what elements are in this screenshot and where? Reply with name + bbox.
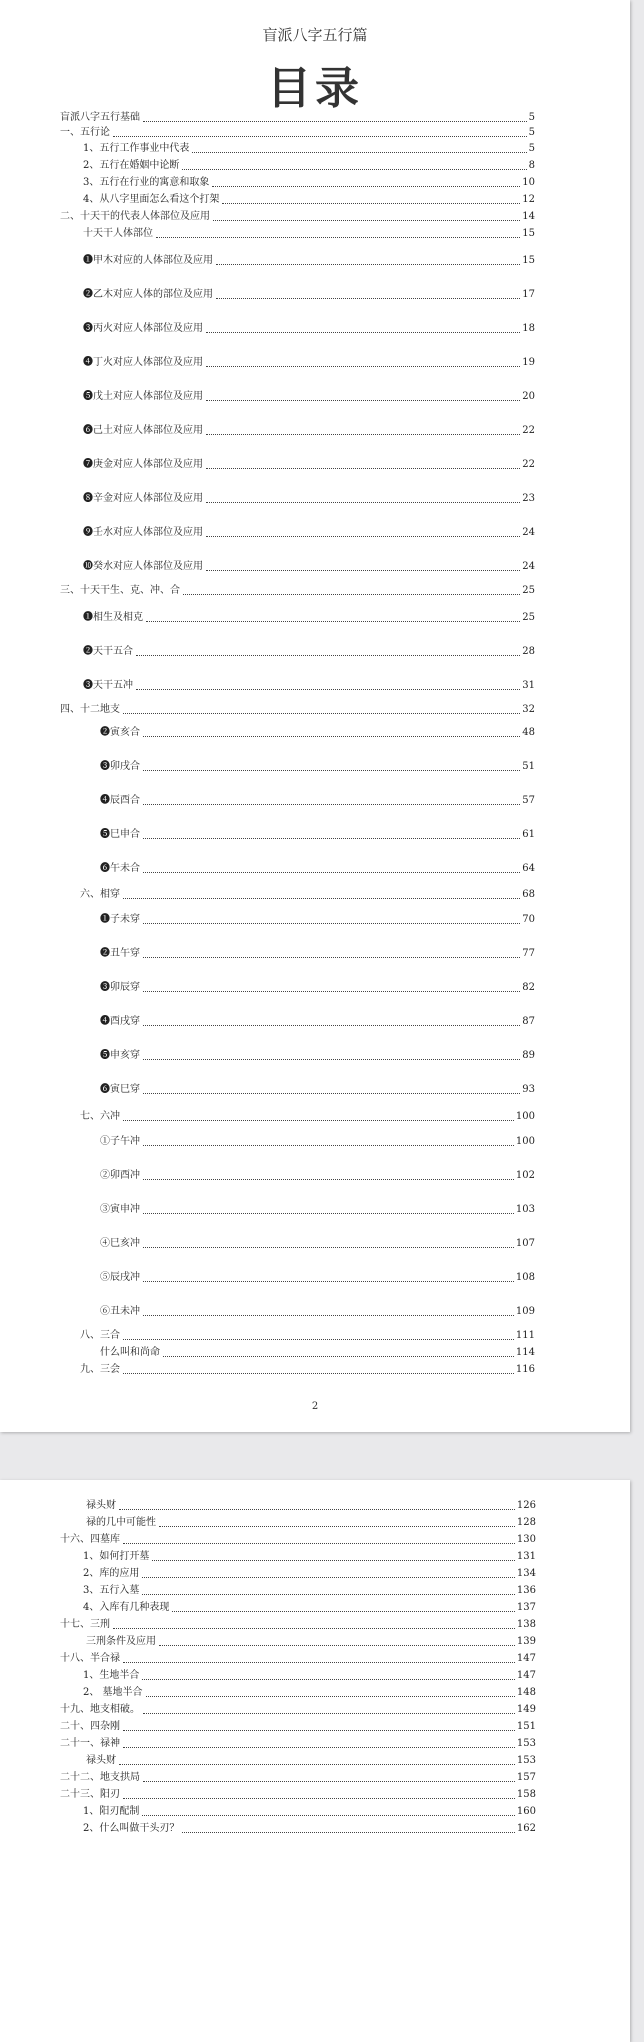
- toc-entry[interactable]: [83, 425, 535, 437]
- toc-entry[interactable]: [60, 1789, 536, 1801]
- toc-entry-label: ❼庚金对应人体部位及应用: [83, 459, 203, 470]
- toc-entry-page-number: 160: [516, 1806, 536, 1817]
- toc-entry[interactable]: [100, 1272, 535, 1284]
- toc-entry[interactable]: [83, 1568, 536, 1580]
- dot-leader: [143, 1280, 514, 1282]
- toc-entry-label: 4、从八字里面怎么看这个打架: [83, 194, 220, 205]
- toc-entry-page-number: 22: [522, 459, 535, 470]
- toc-entry-label: 3、五行入墓: [83, 1585, 140, 1596]
- toc-entry-label: 4、入库有几种表现: [83, 1602, 170, 1613]
- toc-entry-label: ❺戊土对应人体部位及应用: [83, 391, 203, 402]
- toc-entry[interactable]: [80, 1111, 535, 1123]
- toc-entry-page-number: 137: [516, 1602, 536, 1613]
- toc-entry[interactable]: [83, 1806, 536, 1818]
- dot-leader: [206, 399, 520, 401]
- toc-entry[interactable]: [80, 889, 535, 901]
- toc-entry-page-number: 25: [522, 585, 535, 596]
- toc-entry[interactable]: [60, 1619, 536, 1631]
- toc-entry-label: 2、 墓地半合: [83, 1687, 143, 1698]
- toc-entry[interactable]: [83, 1602, 536, 1614]
- dot-leader: [143, 1246, 514, 1248]
- toc-entry-label: ❶甲木对应的人体部位及应用: [83, 255, 213, 266]
- dot-leader: [143, 1780, 515, 1782]
- dot-leader: [123, 1729, 515, 1731]
- toc-entry-page-number: 153: [516, 1755, 536, 1766]
- toc-entry[interactable]: [83, 680, 535, 692]
- dot-leader: [123, 1338, 514, 1340]
- toc-entry-page-number: 126: [516, 1500, 536, 1511]
- toc-title: 目录: [267, 63, 363, 114]
- toc-entry[interactable]: [100, 1347, 535, 1359]
- dot-leader: [143, 803, 520, 805]
- dot-leader: [143, 1024, 520, 1026]
- toc-entry[interactable]: [60, 1738, 536, 1750]
- dot-leader: [143, 1092, 520, 1094]
- toc-entry-page-number: 89: [522, 1050, 535, 1061]
- toc-entry[interactable]: [83, 255, 535, 267]
- toc-entry-label: 1、如何打开墓: [83, 1551, 150, 1562]
- toc-entry-page-number: 25: [522, 612, 535, 623]
- toc-entry-page-number: 114: [515, 1347, 535, 1358]
- toc-entry[interactable]: [100, 1084, 535, 1096]
- toc-entry-page-number: 147: [516, 1670, 536, 1681]
- toc-entry-page-number: 103: [515, 1204, 535, 1215]
- dot-leader: [143, 871, 520, 873]
- dot-leader: [123, 897, 520, 899]
- dot-leader: [206, 331, 520, 333]
- toc-entry-label: ❻午未合: [100, 863, 140, 874]
- toc-entry-page-number: 70: [522, 914, 535, 925]
- toc-entry-page-number: 15: [522, 228, 535, 239]
- toc-entry-label: 十七、三刑: [60, 1619, 110, 1630]
- toc-entry-page-number: 158: [516, 1789, 536, 1800]
- dot-leader: [183, 593, 520, 595]
- toc-entry[interactable]: [86, 1500, 536, 1512]
- dot-leader: [206, 535, 520, 537]
- toc-entry-page-number: 24: [522, 561, 535, 572]
- toc-entry-page-number: 162: [516, 1823, 536, 1834]
- dot-leader: [152, 1559, 515, 1561]
- toc-entry[interactable]: [83, 561, 535, 573]
- toc-entry-page-number: 17: [522, 289, 535, 300]
- toc-entry-label: ❷寅亥合: [100, 727, 140, 738]
- toc-entry-label: ❷丑午穿: [100, 948, 140, 959]
- dot-leader: [146, 1695, 515, 1697]
- toc-entry-label: 二十一、禄神: [60, 1738, 120, 1749]
- toc-entry-label: ❽辛金对应人体部位及应用: [83, 493, 203, 504]
- dot-leader: [143, 990, 520, 992]
- toc-entry-page-number: 64: [522, 863, 535, 874]
- toc-entry-label: ❸天干五冲: [83, 680, 133, 691]
- toc-entry-page-number: 100: [515, 1111, 535, 1122]
- dot-leader: [192, 151, 526, 153]
- toc-entry[interactable]: [83, 391, 535, 403]
- document-page-2: [0, 1480, 630, 2042]
- dot-leader: [159, 1525, 515, 1527]
- dot-leader: [143, 1058, 520, 1060]
- toc-entry-page-number: 18: [522, 323, 535, 334]
- toc-entry-label: ⑥丑未冲: [100, 1306, 140, 1317]
- toc-entry-page-number: 14: [522, 211, 535, 222]
- toc-entry-page-number: 148: [516, 1687, 536, 1698]
- toc-entry[interactable]: [83, 1687, 536, 1699]
- toc-entry-label: 禄头财: [86, 1755, 116, 1766]
- toc-entry-page-number: 100: [515, 1136, 535, 1147]
- toc-entry[interactable]: [100, 1170, 535, 1182]
- toc-entry[interactable]: [83, 646, 535, 658]
- toc-entry-page-number: 128: [516, 1517, 536, 1528]
- document-header: 盲派八字五行篇: [262, 26, 368, 44]
- toc-entry-page-number: 153: [516, 1738, 536, 1749]
- toc-entry[interactable]: [83, 1551, 536, 1563]
- toc-entry-label: 二十二、地支拱局: [60, 1772, 140, 1783]
- toc-entry[interactable]: [100, 727, 535, 739]
- dot-leader: [143, 1314, 514, 1316]
- toc-entry-page-number: 48: [522, 727, 535, 738]
- toc-entry-label: 2、库的应用: [83, 1568, 140, 1579]
- toc-entry-label: ❸卯戌合: [100, 761, 140, 772]
- dot-leader: [143, 1212, 514, 1214]
- dot-leader: [216, 297, 520, 299]
- toc-entry-label: 十九、地支相破。: [60, 1704, 140, 1715]
- toc-entry-label: 1、生地半合: [83, 1670, 140, 1681]
- toc-entry-page-number: 107: [515, 1238, 535, 1249]
- toc-entry-page-number: 51: [522, 761, 535, 772]
- toc-entry-page-number: 116: [515, 1364, 535, 1375]
- toc-entry-page-number: 151: [516, 1721, 536, 1732]
- toc-entry[interactable]: [60, 112, 535, 124]
- dot-leader: [143, 956, 520, 958]
- dot-leader: [119, 1763, 515, 1765]
- dot-leader: [143, 1178, 514, 1180]
- toc-entry-label: ❶相生及相克: [83, 612, 143, 623]
- dot-leader: [142, 1576, 515, 1578]
- toc-entry[interactable]: [86, 1755, 536, 1767]
- toc-entry[interactable]: [83, 289, 535, 301]
- toc-entry-label: 2、五行在婚姻中论断: [83, 160, 180, 171]
- toc-entry-page-number: 5: [528, 143, 535, 154]
- toc-entry[interactable]: [60, 704, 535, 716]
- toc-entry[interactable]: [100, 1306, 535, 1318]
- toc-entry[interactable]: [83, 1823, 536, 1835]
- toc-entry[interactable]: [100, 1050, 535, 1062]
- toc-entry[interactable]: [100, 1136, 535, 1148]
- dot-leader: [123, 1797, 515, 1799]
- dot-leader: [136, 654, 520, 656]
- toc-entry[interactable]: [100, 863, 535, 875]
- toc-entry-label: ❶子未穿: [100, 914, 140, 925]
- dot-leader: [222, 202, 520, 204]
- dot-leader: [113, 1627, 515, 1629]
- toc-entry-label: 十六、四墓库: [60, 1534, 120, 1545]
- dot-leader: [206, 433, 520, 435]
- toc-entry-label: ❺申亥穿: [100, 1050, 140, 1061]
- toc-entry-page-number: 61: [522, 829, 535, 840]
- toc-entry[interactable]: [83, 194, 535, 206]
- toc-entry-page-number: 102: [515, 1170, 535, 1181]
- toc-entry-label: 2、什么叫做干头刃？: [83, 1823, 180, 1834]
- toc-entry-label: 二十、四杂刚: [60, 1721, 120, 1732]
- dot-leader: [142, 1814, 515, 1816]
- toc-entry-page-number: 109: [515, 1306, 535, 1317]
- dot-leader: [143, 769, 520, 771]
- toc-entry-page-number: 77: [522, 948, 535, 959]
- toc-entry-label: 什么叫和尚命: [100, 1347, 160, 1358]
- dot-leader: [206, 467, 520, 469]
- toc-entry-label: ③寅申冲: [100, 1204, 140, 1215]
- dot-leader: [136, 688, 520, 690]
- toc-entry-label: 四、十二地支: [60, 704, 120, 715]
- toc-entry-label: ❺巳申合: [100, 829, 140, 840]
- toc-entry-page-number: 149: [516, 1704, 536, 1715]
- toc-entry[interactable]: [60, 127, 535, 139]
- dot-leader: [163, 1355, 514, 1357]
- toc-entry-label: ❹酉戌穿: [100, 1016, 140, 1027]
- toc-entry[interactable]: [83, 1585, 536, 1597]
- toc-entry[interactable]: [60, 1534, 536, 1546]
- toc-entry[interactable]: [60, 1653, 536, 1665]
- toc-entry-label: ❸卯辰穿: [100, 982, 140, 993]
- dot-leader: [119, 1508, 515, 1510]
- toc-entry[interactable]: [83, 612, 535, 624]
- toc-entry[interactable]: [86, 1636, 536, 1648]
- toc-entry-label: 七、六冲: [80, 1111, 120, 1122]
- dot-leader: [156, 236, 520, 238]
- toc-entry-page-number: 130: [516, 1534, 536, 1545]
- toc-entry-label: ❹辰酉合: [100, 795, 140, 806]
- dot-leader: [143, 120, 527, 122]
- toc-entry-label: 九、三会: [80, 1364, 120, 1375]
- toc-entry-label: ❾壬水对应人体部位及应用: [83, 527, 203, 538]
- toc-entry-page-number: 8: [528, 160, 535, 171]
- toc-entry-page-number: 24: [522, 527, 535, 538]
- toc-entry[interactable]: [60, 585, 535, 597]
- dot-leader: [142, 1678, 515, 1680]
- toc-entry[interactable]: [100, 761, 535, 773]
- dot-leader: [172, 1610, 515, 1612]
- dot-leader: [143, 922, 520, 924]
- toc-entry-label: ❹丁火对应人体部位及应用: [83, 357, 203, 368]
- toc-entry[interactable]: [100, 829, 535, 841]
- toc-entry-page-number: 136: [516, 1585, 536, 1596]
- toc-entry[interactable]: [100, 795, 535, 807]
- dot-leader: [143, 1712, 515, 1714]
- toc-entry-label: 3、五行在行业的寓意和取象: [83, 177, 210, 188]
- toc-entry-label: 1、五行工作事业中代表: [83, 143, 190, 154]
- toc-entry[interactable]: [100, 914, 535, 926]
- toc-entry-label: ❻寅巳穿: [100, 1084, 140, 1095]
- toc-entry[interactable]: [60, 211, 535, 223]
- toc-entry-page-number: 32: [522, 704, 535, 715]
- toc-entry-page-number: 134: [516, 1568, 536, 1579]
- toc-entry-page-number: 111: [515, 1330, 535, 1341]
- dot-leader: [159, 1644, 515, 1646]
- dot-leader: [182, 168, 526, 170]
- toc-entry-page-number: 139: [516, 1636, 536, 1647]
- toc-entry-page-number: 19: [522, 357, 535, 368]
- toc-entry-label: 六、相穿: [80, 889, 120, 900]
- toc-entry-label: 禄头财: [86, 1500, 116, 1511]
- toc-entry-page-number: 131: [516, 1551, 536, 1562]
- dot-leader: [143, 1144, 514, 1146]
- toc-entry-page-number: 57: [522, 795, 535, 806]
- dot-leader: [143, 735, 520, 737]
- toc-entry-page-number: 93: [522, 1084, 535, 1095]
- toc-entry-label: 1、阳刃配制: [83, 1806, 140, 1817]
- toc-entry[interactable]: [60, 1772, 536, 1784]
- toc-entry[interactable]: [100, 1204, 535, 1216]
- dot-leader: [123, 1119, 514, 1121]
- toc-entry-page-number: 108: [515, 1272, 535, 1283]
- toc-entry-label: 一、五行论: [60, 127, 110, 138]
- toc-entry[interactable]: [86, 1517, 536, 1529]
- dot-leader: [123, 1746, 515, 1748]
- toc-entry[interactable]: [83, 459, 535, 471]
- toc-entry-label: 十八、半合禄: [60, 1653, 120, 1664]
- toc-entry-label: 十天干人体部位: [83, 228, 153, 239]
- toc-entry[interactable]: [100, 1238, 535, 1250]
- toc-entry-label: ⑤辰戌冲: [100, 1272, 140, 1283]
- toc-entry-page-number: 12: [522, 194, 535, 205]
- toc-entry-label: ②卯酉冲: [100, 1170, 140, 1181]
- dot-leader: [142, 1593, 515, 1595]
- toc-entry[interactable]: [83, 493, 535, 505]
- toc-entry-page-number: 138: [516, 1619, 536, 1630]
- toc-entry-page-number: 5: [528, 112, 535, 123]
- toc-entry-page-number: 87: [522, 1016, 535, 1027]
- toc-entry[interactable]: [60, 1721, 536, 1733]
- toc-entry-page-number: 68: [522, 889, 535, 900]
- toc-entry[interactable]: [60, 1704, 536, 1716]
- dot-leader: [213, 219, 520, 221]
- toc-entry[interactable]: [83, 1670, 536, 1682]
- toc-entry-label: ④巳亥冲: [100, 1238, 140, 1249]
- dot-leader: [206, 501, 520, 503]
- toc-entry[interactable]: [83, 357, 535, 369]
- toc-entry-label: 二十三、阳刃: [60, 1789, 120, 1800]
- toc-entry-label: ①子午冲: [100, 1136, 140, 1147]
- toc-entry-label: ❻己土对应人体部位及应用: [83, 425, 203, 436]
- toc-entry-label: 二、十天干的代表人体部位及应用: [60, 211, 210, 222]
- dot-leader: [123, 1661, 515, 1663]
- toc-entry-label: ❷乙木对应人体的部位及应用: [83, 289, 213, 300]
- dot-leader: [182, 1831, 515, 1833]
- toc-entry-page-number: 28: [522, 646, 535, 657]
- toc-entry-page-number: 82: [522, 982, 535, 993]
- toc-entry-label: ❿癸水对应人体部位及应用: [83, 561, 203, 572]
- toc-entry-page-number: 15: [522, 255, 535, 266]
- toc-entry-page-number: 23: [522, 493, 535, 504]
- toc-entry[interactable]: [83, 177, 535, 189]
- dot-leader: [123, 1372, 514, 1374]
- toc-entry[interactable]: [80, 1364, 535, 1376]
- toc-entry-label: ❷天干五合: [83, 646, 133, 657]
- toc-entry[interactable]: [83, 228, 535, 240]
- toc-entry-page-number: 147: [516, 1653, 536, 1664]
- toc-entry-page-number: 22: [522, 425, 535, 436]
- dot-leader: [206, 569, 520, 571]
- dot-leader: [143, 837, 520, 839]
- dot-leader: [113, 135, 527, 137]
- page-number: 2: [311, 1401, 319, 1412]
- toc-entry-label: 八、三合: [80, 1330, 120, 1341]
- dot-leader: [216, 263, 520, 265]
- toc-entry-page-number: 157: [516, 1772, 536, 1783]
- toc-entry[interactable]: [83, 323, 535, 335]
- dot-leader: [146, 620, 520, 622]
- toc-entry[interactable]: [80, 1330, 535, 1342]
- toc-entry[interactable]: [83, 527, 535, 539]
- toc-entry[interactable]: [100, 982, 535, 994]
- dot-leader: [123, 1542, 515, 1544]
- toc-entry-page-number: 20: [522, 391, 535, 402]
- toc-entry[interactable]: [83, 160, 535, 172]
- dot-leader: [123, 712, 520, 714]
- toc-entry-page-number: 10: [522, 177, 535, 188]
- toc-entry-label: ❸丙火对应人体部位及应用: [83, 323, 203, 334]
- toc-entry-label: 三、十天干生、克、冲、合: [60, 585, 180, 596]
- toc-entry-page-number: 31: [522, 680, 535, 691]
- dot-leader: [212, 185, 520, 187]
- toc-entry-label: 三刑条件及应用: [86, 1636, 156, 1647]
- toc-entry-label: 禄的几中可能性: [86, 1517, 156, 1528]
- toc-entry-page-number: 5: [528, 127, 535, 138]
- toc-entry[interactable]: [100, 948, 535, 960]
- toc-entry[interactable]: [83, 143, 535, 155]
- dot-leader: [206, 365, 520, 367]
- toc-entry-label: 盲派八字五行基础: [60, 112, 140, 123]
- toc-entry[interactable]: [100, 1016, 535, 1028]
